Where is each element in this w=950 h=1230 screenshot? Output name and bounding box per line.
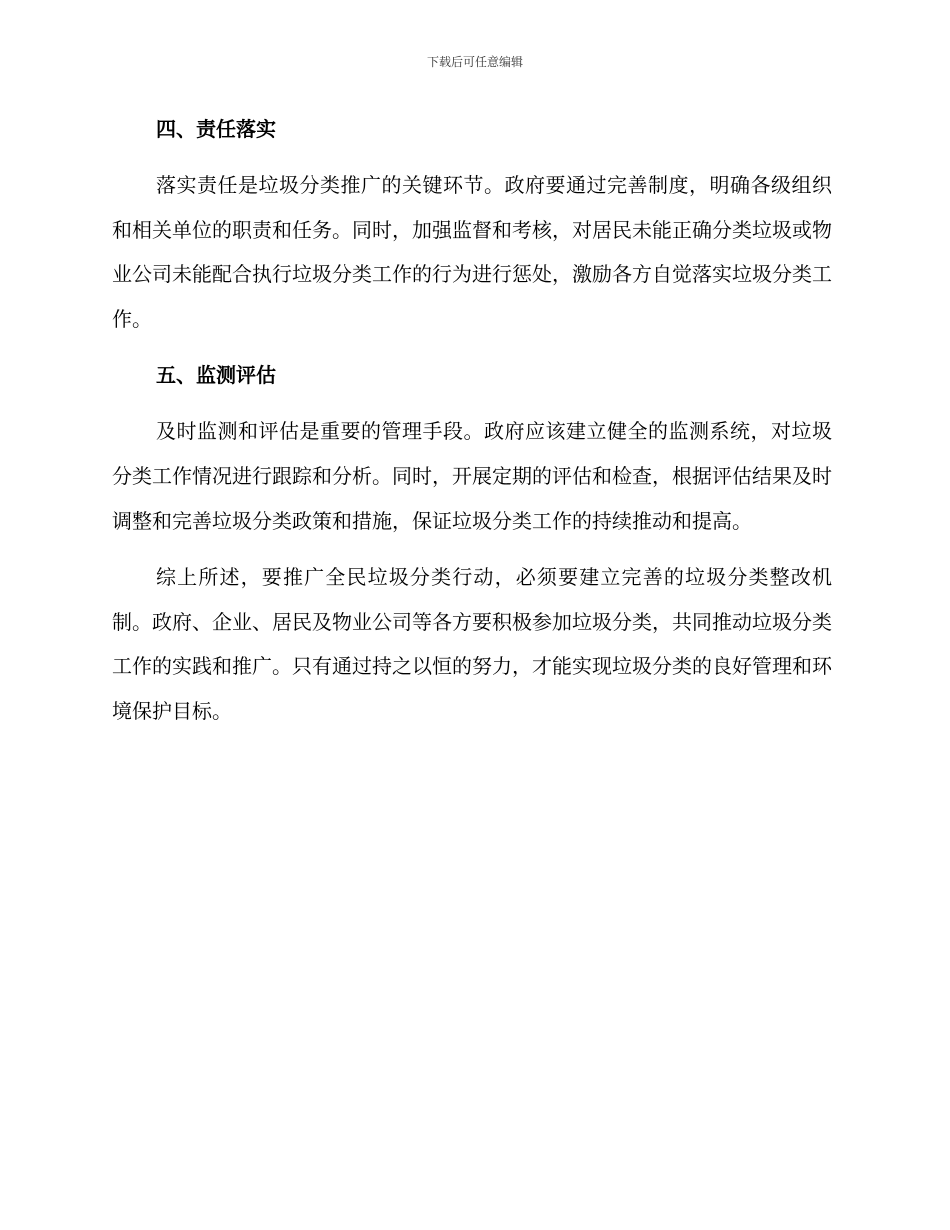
paragraph-conclusion: 综上所述，要推广全民垃圾分类行动，必须要建立完善的垃圾分类整改机制。政府、企业、居民及物业公司等各方要积极参加垃圾分类，共同推动垃圾分类工作的实践和推广。只有通过持之以恒的努力，才能实现垃圾分类的良好管理和环境保护目标。 — [112, 565, 832, 723]
page-header-note: 下载后可任意编辑 — [426, 55, 523, 69]
section-heading-monitoring: 五、监测评估 — [156, 363, 276, 388]
section-heading-responsibility: 四、责任落实 — [156, 117, 276, 141]
paragraph-responsibility: 落实责任是垃圾分类推广的关键环节。政府要通过完善制度，明确各级组织和相关单位的职责和任务。同时，加强监督和考核，对居民未能正确分类垃圾或物业公司未能配合执行垃圾分类工作的行为进行惩处，激励各方自觉落实垃圾分类工作。 — [112, 173, 832, 331]
document-body — [112, 107, 832, 746]
paragraph-monitoring: 及时监测和评估是重要的管理手段。政府应该建立健全的监测系统，对垃圾分类工作情况进行跟踪和分析。同时，开展定期的评估和检查，根据评估结果及时调整和完善垃圾分类政策和措施，保证垃圾分类工作的持续推动和提高。 — [112, 419, 832, 533]
